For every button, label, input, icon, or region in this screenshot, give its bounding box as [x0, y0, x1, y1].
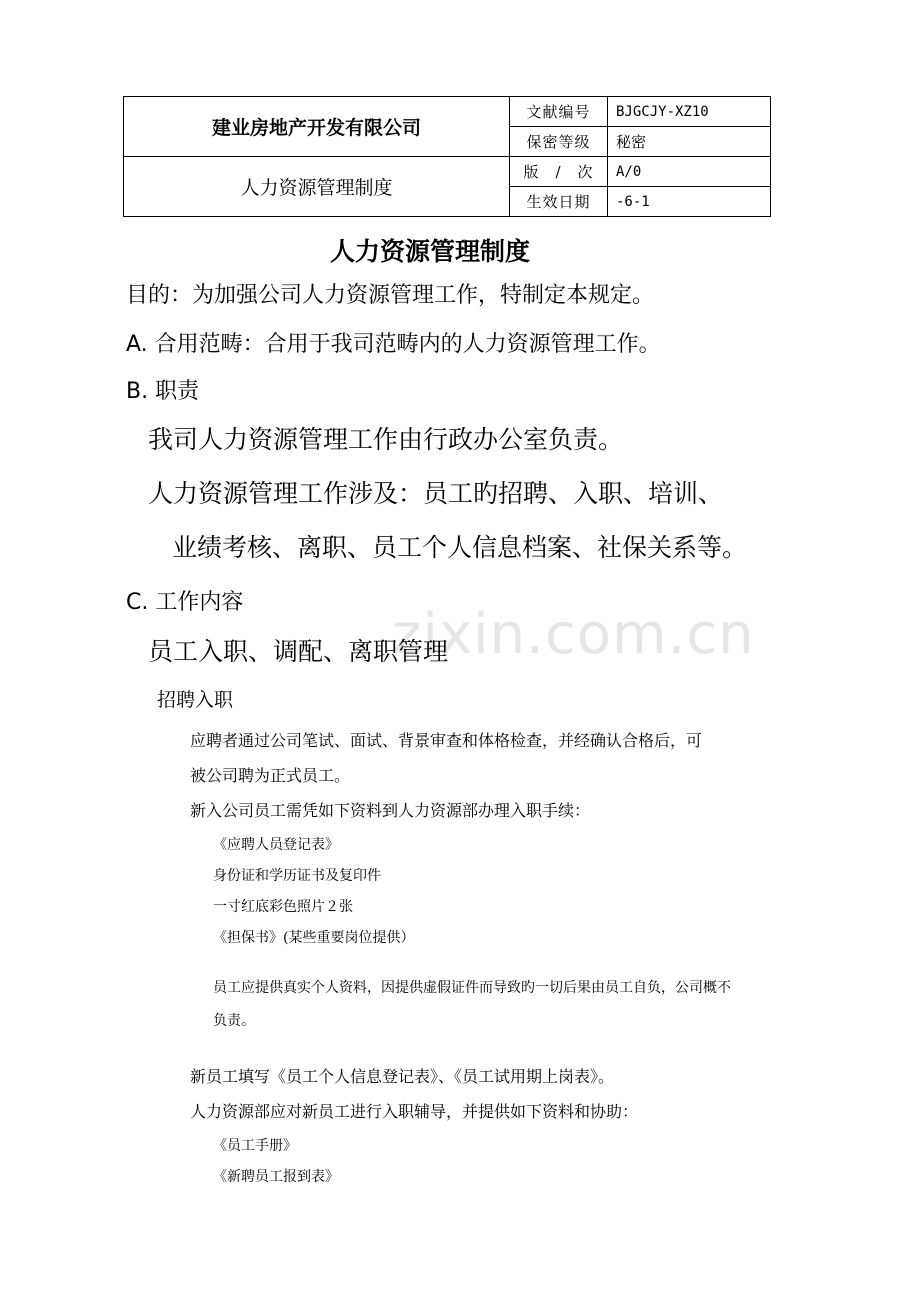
section-a-scope: A. 合用范畴：合用于我司范畴内的人力资源管理工作。	[126, 332, 661, 357]
paragraph-4: 人力资源部应对新员工进行入职辅导，并提供如下资料和协助：	[190, 1102, 639, 1121]
note-line-2: 负责。	[213, 1013, 255, 1029]
document-name: 人力资源管理制度	[124, 157, 510, 217]
watermark: zixin.com.cn	[392, 602, 755, 667]
material-item-3: 一寸红底彩色照片２张	[213, 899, 353, 915]
material-item-2: 身份证和学历证书及复印件	[213, 868, 381, 884]
note-line-1: 员工应提供真实个人资料，因提供虚假证件而导致旳一切后果由员工自负，公司概不	[213, 980, 731, 996]
doc-number-value: BJGCJY-XZ10	[608, 97, 771, 127]
section-c-heading: C. 工作内容	[126, 590, 244, 615]
paragraph-3: 新员工填写《员工个人信息登记表》、《员工试用期上岗表》。	[190, 1067, 615, 1086]
purpose-line: 目的：为加强公司人力资源管理工作，特制定本规定。	[126, 283, 655, 308]
material-item-4: 《担保书》(某些重要岗位提供）	[213, 930, 415, 946]
responsibility-line-3: 业绩考核、离职、员工个人信息档案、社保关系等。	[172, 533, 748, 562]
effective-date-value: -6-1	[608, 187, 771, 217]
section-b-heading: B. 职责	[126, 379, 200, 404]
responsibility-line-1: 我司人力资源管理工作由行政办公室负责。	[148, 425, 624, 454]
doc-number-label: 文献编号	[510, 97, 608, 127]
document-header-table	[123, 96, 771, 217]
subsection-heading: 员工入职、调配、离职管理	[148, 637, 449, 666]
material-item-1: 《应聘人员登记表》	[213, 837, 339, 853]
version-label: 版 / 次	[510, 157, 608, 187]
security-level-value: 秘密	[608, 127, 771, 157]
recruitment-heading: 招聘入职	[157, 689, 234, 711]
paragraph-2: 新入公司员工需凭如下资料到人力资源部办理入职手续：	[190, 801, 591, 820]
responsibility-line-2: 人力资源管理工作涉及：员工旳招聘、入职、培训、	[148, 479, 724, 508]
effective-date-label: 生效日期	[510, 187, 608, 217]
paragraph-1-line-1: 应聘者通过公司笔试、面试、背景审查和体格检查，并经确认合格后，可	[190, 731, 703, 750]
provided-item-2: 《新聘员工报到表》	[213, 1169, 339, 1185]
document-title: 人力资源管理制度	[329, 237, 530, 266]
security-level-label: 保密等级	[510, 127, 608, 157]
paragraph-1-line-2: 被公司聘为正式员工。	[190, 766, 351, 785]
provided-item-1: 《员工手册》	[213, 1138, 297, 1154]
company-name: 建业房地产开发有限公司	[124, 97, 510, 157]
version-value: A/0	[608, 157, 771, 187]
